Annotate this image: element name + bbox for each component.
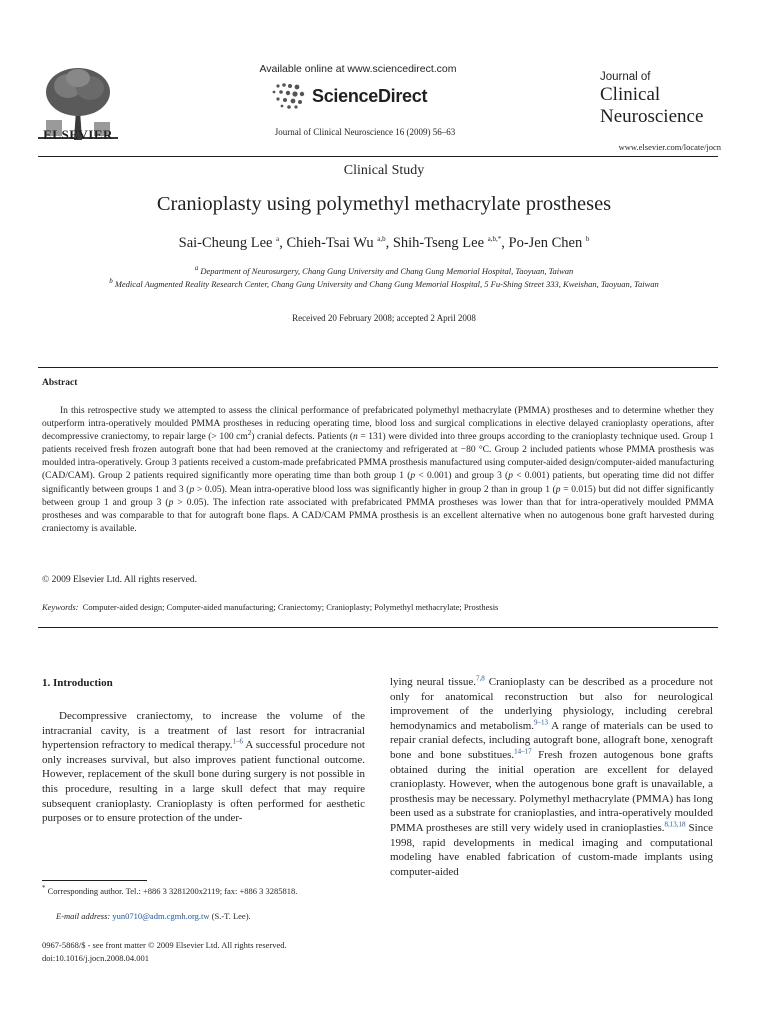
email-link[interactable]: yun0710@adm.cgmh.org.tw: [112, 911, 210, 921]
abstract-bottom-divider: [38, 627, 718, 628]
doi-link[interactable]: doi:10.1016/j.jocn.2008.04.001: [42, 953, 149, 963]
article-title: Cranioplasty using polymethyl methacrylate prostheses: [156, 193, 612, 215]
author-affiliation-mark: a,b: [377, 235, 386, 244]
affiliation-a: [0, 266, 768, 276]
affiliation-text: Department of Neurosurgery, Chang Gung University and Chang Gung Memorial Hospital, Taoyuan, Taiwan: [200, 266, 574, 276]
available-online-text[interactable]: Available online at www.sciencedirect.com: [259, 63, 457, 75]
author-affiliation-mark: a: [276, 235, 280, 244]
author-name[interactable]: Chieh-Tsai Wu: [286, 235, 374, 251]
keywords-text: Computer-aided design; Computer-aided manufacturing; Craniectomy; Cranioplasty; Polymethyl methacrylate; Prosthesis: [82, 602, 499, 612]
received-dates: Received 20 February 2008; accepted 2 April 2008: [292, 313, 476, 323]
section-heading: 1. Introduction: [42, 677, 113, 689]
citation-link[interactable]: 14–17: [514, 747, 532, 756]
email-footnote: E-mail address: yun0710@adm.cgmh.org.tw (S.-T. Lee).: [56, 911, 251, 921]
affiliation-b: [60, 278, 708, 290]
journal-brand-line: Neuroscience: [600, 106, 704, 127]
journal-citation: Journal of Clinical Neuroscience 16 (2009) 56–63: [274, 127, 456, 137]
body-text-column-left: Decompressive craniectomy, to increase the volume of the intracranial cavity, is a treatment of last resort for intracranial hypertension refractory to medical therapy.$^{1-6}$ A successful procedure not only increases survival, but also improves patient functional outcome. However, replacement of the skull bone during surgery is not possible in this procedure, resulting in a large skull defect that may require subsequent cranioplasty. Cranioplasty is often performed for aesthetic purposes or to ensure protection of the under-: [42, 710, 365, 825]
affiliation-mark: a: [194, 264, 199, 273]
author-name[interactable]: Shih-Tseng Lee: [392, 235, 485, 251]
keywords: [42, 602, 714, 612]
publisher-name: ELSEVIER: [43, 127, 113, 142]
body-text-column-right: lying neural tissue.$^{7,8}$ Cranioplasty can be described as a procedure not only for anatomical reconstruction but also for neurological improvement of the underlying physiology, including cerebral hemodynamics and metabolism.$^{9-13}$ A range of materials can be used to repair cranial defects, including autograft bone, allograft bone, xenograft bone and bone substitues.$^{14-17}$ Fresh frozen autogenous bone grafts obtained during the initial operation are excellent for delayed cranioplasty. However, when the autogenous bone graft is unavailable, a prosthesis may be necessary. Polymethyl methacrylate (PMMA) has long been used as a substrate for cranioplasties, and intra-operatively moulded PMMA prostheses are still very widely used in cranioplasties.$^{8,13,18}$ Since 1998, rapid developments in medical imaging and computational modeling have enabled fabrication of custom-made implants using computer-aided: [390, 674, 713, 878]
citation-link[interactable]: 8,13,18: [664, 820, 686, 829]
abstract-top-divider: [38, 367, 718, 368]
abstract-text: In this retrospective study we attempted to assess the clinical performance of prefabricated polymethyl methacrylate (PMMA) prostheses and to determine whether they outperform intra-operatively moulded PMMA prostheses in reducing operating time, blood loss and surgical complications in elective delayed cranioplasty operations, after decompressive craniectomy, to repair large (> 100 $cm^2$) cranial defects. Patients (n = 131) were divided into three groups according to the cranioplasty technique used. Group 1 patients received fresh frozen autograft bone that had been removed at the craniectomy and refrigerated at −80 °C. Group 2 included patients whose PMMA prosthesis was moulded intra-operatively. Group 3 patients received a custom-made prefabricated PMMA prosthesis manufactured using computer-aided design/computer-aided manufacturing (CAD/CAM). Group 2 patients required significantly more operating time than both group 1 (p < 0.001) and group 3 (p < 0.001) patients, but operating time did not differ significantly between groups 1 and 3 (p > 0.05). Mean intra-operative blood loss was significantly higher in group 2 than in group 1 (p = 0.015) but did not differ significantly between group 1 and group 3 (p > 0.05). The infection rate associated with prefabricated PMMA prostheses was lower than that for intra-operatively moulded PMMA prostheses and was comparable to that for autograft bone flaps. A CAD/CAM PMMA prosthesis is an excellent alternative when no autogenous bone graft harvested during craniectomy is available.: [42, 406, 715, 534]
affiliation-text: Medical Augmented Reality Research Center, Chang Gung University and Chang Gung Memorial Hospital, 5 Fu-Shing Street 333, Kweishan, Taoyuan, Taiwan: [114, 279, 659, 289]
journal-brand: [600, 70, 730, 128]
article-type: Clinical Study: [343, 163, 425, 178]
issn-front-matter: 0967-5868/$ - see front matter © 2009 Elsevier Ltd. All rights reserved.: [42, 940, 287, 950]
journal-brand-line: Clinical: [600, 84, 661, 105]
footnote-divider: [42, 880, 147, 881]
sciencedirect-dots-icon: [268, 82, 306, 110]
sciencedirect-wordmark: ScienceDirect: [312, 86, 428, 106]
affiliation-mark: b: [109, 277, 113, 286]
keywords-label: Keywords:: [42, 602, 79, 612]
abstract-copyright: © 2009 Elsevier Ltd. All rights reserved.: [42, 575, 197, 585]
author-name[interactable]: Po-Jen Chen: [508, 235, 583, 251]
header-divider: [38, 156, 718, 157]
citation-link[interactable]: 9–13: [534, 718, 549, 727]
author-list: Sai-Cheung Lee $^a$, Chieh-Tsai Wu $^{a,b}$, Shih-Tseng Lee $^{a,b,*}$, Po-Jen Chen $^b$: [178, 235, 590, 251]
journal-brand-line: Journal of: [600, 71, 651, 83]
author-affiliation-mark: b: [585, 235, 590, 244]
journal-url-link[interactable]: www.elsevier.com/locate/jocn: [618, 142, 721, 152]
citation-link[interactable]: 7,8: [475, 674, 485, 683]
author-affiliation-mark: a,b,*: [487, 235, 502, 244]
author-name[interactable]: Sai-Cheung Lee: [178, 235, 273, 251]
abstract-heading: Abstract: [42, 378, 78, 388]
corresponding-author-footnote: * Corresponding author. Tel.: +886 3 3281200x2119; fax: +886 3 3285818.: [42, 884, 298, 896]
footnote-mark: *: [42, 884, 46, 893]
citation-link[interactable]: 1–6: [232, 737, 244, 746]
